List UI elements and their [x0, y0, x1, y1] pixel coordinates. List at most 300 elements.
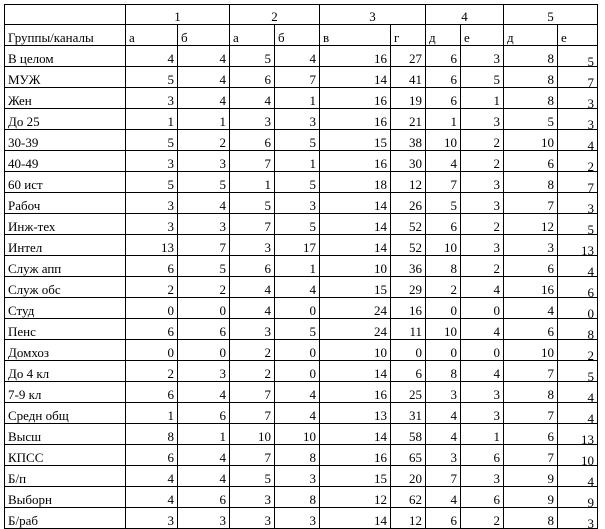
row-label: Средн общ	[5, 403, 126, 424]
table-cell: 15	[320, 277, 391, 298]
table-cell: 4	[426, 487, 461, 508]
cell-value: 4	[587, 474, 594, 487]
row-label: Служ обс	[5, 277, 126, 298]
table-cell: 3	[230, 508, 275, 529]
subcolumn-header: б	[275, 25, 320, 46]
table-cell: 7	[230, 151, 275, 172]
table-row	[5, 382, 598, 403]
table-row	[5, 172, 598, 193]
row-label: Домхоз	[5, 340, 126, 361]
table-cell: 6	[504, 256, 558, 277]
table-cell: 4	[275, 46, 320, 67]
table-cell: 3	[275, 466, 320, 487]
table-cell: 20	[391, 466, 426, 487]
table-cell: 13	[320, 403, 391, 424]
table-cell: 6	[126, 319, 178, 340]
table-cell: 3	[461, 172, 504, 193]
table-cell: 0	[426, 340, 461, 361]
table-cell: 18	[320, 172, 391, 193]
table-cell	[558, 256, 598, 277]
table-cell: 1	[461, 88, 504, 109]
table-cell	[558, 130, 598, 151]
table-cell: 1	[426, 109, 461, 130]
table-cell: 4	[461, 319, 504, 340]
table-cell: 14	[320, 361, 391, 382]
table-row	[5, 487, 598, 508]
table-cell: 12	[391, 508, 426, 529]
table-cell: 3	[275, 193, 320, 214]
table-cell: 12	[320, 487, 391, 508]
table-cell	[558, 466, 598, 487]
cell-value: 0	[587, 306, 594, 319]
table-cell: 4	[178, 67, 230, 88]
table-cell: 10	[426, 130, 461, 151]
table-cell: 4	[426, 151, 461, 172]
table-cell: 5	[426, 193, 461, 214]
table-cell: 3	[275, 508, 320, 529]
table-cell: 4	[126, 46, 178, 67]
table-cell: 0	[178, 340, 230, 361]
table-cell: 8	[426, 361, 461, 382]
table-cell: 4	[178, 445, 230, 466]
table-cell: 16	[320, 445, 391, 466]
table-cell: 2	[461, 130, 504, 151]
table-cell: 5	[126, 172, 178, 193]
table-cell	[558, 88, 598, 109]
table-cell: 58	[391, 424, 426, 445]
table-cell: 10	[230, 424, 275, 445]
table-cell: 8	[504, 67, 558, 88]
table-cell: 2	[126, 361, 178, 382]
table-cell: 7	[178, 235, 230, 256]
table-cell: 19	[391, 88, 426, 109]
table-cell: 3	[126, 508, 178, 529]
row-label: КПСС	[5, 445, 126, 466]
table-cell: 2	[461, 214, 504, 235]
row-label: Высш	[5, 424, 126, 445]
corner-cell	[5, 5, 126, 25]
cell-value: 4	[587, 411, 594, 424]
table-cell: 4	[504, 298, 558, 319]
table-cell: 25	[391, 382, 426, 403]
table-cell: 3	[275, 109, 320, 130]
table-cell: 29	[391, 277, 426, 298]
table-cell: 7	[426, 466, 461, 487]
table-cell: 5	[461, 67, 504, 88]
table-cell: 3	[178, 361, 230, 382]
table-cell: 7	[504, 361, 558, 382]
table-cell: 10	[275, 424, 320, 445]
table-cell: 7	[275, 67, 320, 88]
groups-column-header: Группы/каналы	[5, 25, 126, 46]
table-cell: 8	[504, 508, 558, 529]
table-cell: 6	[230, 67, 275, 88]
table-cell: 4	[178, 466, 230, 487]
table-cell: 7	[504, 193, 558, 214]
table-cell: 4	[126, 466, 178, 487]
table-cell: 3	[126, 88, 178, 109]
table-cell: 5	[230, 193, 275, 214]
table-row	[5, 88, 598, 109]
table-cell: 6	[426, 88, 461, 109]
table-cell: 3	[126, 214, 178, 235]
table-cell: 6	[230, 256, 275, 277]
cell-value: 2	[587, 348, 594, 361]
table-cell: 8	[504, 88, 558, 109]
row-label: Пенс	[5, 319, 126, 340]
subcolumn-header: а	[126, 25, 178, 46]
cell-value: 10	[581, 453, 594, 466]
table-cell: 52	[391, 214, 426, 235]
table-cell: 4	[230, 298, 275, 319]
table-cell	[558, 424, 598, 445]
table-cell: 2	[461, 508, 504, 529]
table-cell: 7	[426, 172, 461, 193]
subcolumn-header-row	[5, 25, 598, 46]
channel-header: 5	[504, 5, 598, 25]
table-cell: 3	[178, 151, 230, 172]
table-cell	[558, 340, 598, 361]
table-cell: 26	[391, 193, 426, 214]
row-label: Студ	[5, 298, 126, 319]
table-row	[5, 235, 598, 256]
cell-value: 5	[587, 222, 594, 235]
table-cell: 7	[230, 403, 275, 424]
table-cell: 3	[230, 109, 275, 130]
cell-value: 7	[587, 180, 594, 193]
table-cell: 4	[426, 403, 461, 424]
table-cell: 4	[275, 277, 320, 298]
table-cell: 3	[461, 466, 504, 487]
row-label: Выборн	[5, 487, 126, 508]
table-cell: 10	[504, 130, 558, 151]
table-cell: 6	[461, 487, 504, 508]
table-cell: 12	[504, 214, 558, 235]
table-cell: 6	[426, 46, 461, 67]
table-cell: 36	[391, 256, 426, 277]
table-cell: 6	[230, 130, 275, 151]
table-row	[5, 445, 598, 466]
cell-value: 8	[587, 327, 594, 340]
table-cell: 9	[504, 466, 558, 487]
table-cell	[558, 298, 598, 319]
subcolumn-header: д	[504, 25, 558, 46]
row-label: Интел	[5, 235, 126, 256]
table-cell: 16	[320, 382, 391, 403]
row-label: Инж-тех	[5, 214, 126, 235]
table-cell: 0	[178, 298, 230, 319]
table-cell: 3	[461, 403, 504, 424]
data-table-container	[4, 4, 598, 529]
row-label: Б/раб	[5, 508, 126, 529]
table-cell	[558, 193, 598, 214]
table-cell: 4	[178, 193, 230, 214]
table-cell: 10	[504, 340, 558, 361]
table-cell: 8	[126, 424, 178, 445]
table-cell: 3	[126, 151, 178, 172]
table-row	[5, 361, 598, 382]
row-label: 30-39	[5, 130, 126, 151]
table-cell: 3	[178, 214, 230, 235]
table-cell: 8	[504, 382, 558, 403]
table-cell: 65	[391, 445, 426, 466]
table-cell: 6	[126, 256, 178, 277]
table-cell: 7	[230, 445, 275, 466]
table-cell: 4	[461, 361, 504, 382]
table-row	[5, 67, 598, 88]
table-cell: 5	[126, 67, 178, 88]
table-cell: 16	[391, 298, 426, 319]
table-cell: 6	[504, 319, 558, 340]
table-cell: 3	[504, 235, 558, 256]
row-label: 60 ист	[5, 172, 126, 193]
table-cell: 10	[426, 235, 461, 256]
cell-value: 2	[587, 159, 594, 172]
table-row	[5, 151, 598, 172]
channel-header-row	[5, 5, 598, 25]
table-cell: 15	[320, 130, 391, 151]
table-row	[5, 277, 598, 298]
table-cell: 6	[178, 487, 230, 508]
table-cell: 3	[461, 109, 504, 130]
table-cell: 27	[391, 46, 426, 67]
subcolumn-header: е	[558, 25, 598, 46]
table-cell: 10	[426, 319, 461, 340]
table-cell: 6	[178, 319, 230, 340]
table-cell: 41	[391, 67, 426, 88]
table-cell: 30	[391, 151, 426, 172]
table-cell: 0	[461, 298, 504, 319]
table-cell: 17	[275, 235, 320, 256]
table-cell: 7	[504, 403, 558, 424]
table-cell: 7	[504, 445, 558, 466]
table-cell	[558, 445, 598, 466]
table-cell: 1	[230, 172, 275, 193]
table-cell: 3	[230, 235, 275, 256]
table-cell: 3	[426, 382, 461, 403]
table-cell: 4	[126, 487, 178, 508]
row-label: До 25	[5, 109, 126, 130]
table-row	[5, 256, 598, 277]
table-cell: 2	[178, 277, 230, 298]
table-cell: 11	[391, 319, 426, 340]
table-cell: 14	[320, 67, 391, 88]
table-cell: 8	[275, 445, 320, 466]
table-cell	[558, 277, 598, 298]
table-cell: 5	[230, 466, 275, 487]
table-cell: 1	[275, 256, 320, 277]
table-cell	[558, 508, 598, 529]
table-row	[5, 46, 598, 67]
table-cell: 15	[320, 466, 391, 487]
table-cell: 1	[275, 151, 320, 172]
table-cell: 6	[504, 424, 558, 445]
cell-value: 3	[587, 201, 594, 214]
table-cell: 38	[391, 130, 426, 151]
table-cell: 14	[320, 214, 391, 235]
cell-value: 5	[587, 369, 594, 382]
table-cell: 2	[230, 340, 275, 361]
table-cell: 31	[391, 403, 426, 424]
table-cell: 2	[178, 130, 230, 151]
table-cell: 0	[461, 340, 504, 361]
table-cell: 10	[320, 256, 391, 277]
table-cell: 3	[461, 382, 504, 403]
cell-value: 5	[587, 54, 594, 67]
table-row	[5, 214, 598, 235]
table-cell: 6	[178, 403, 230, 424]
table-row	[5, 424, 598, 445]
table-cell: 2	[461, 151, 504, 172]
table-cell: 6	[426, 67, 461, 88]
cell-value: 6	[587, 285, 594, 298]
table-cell: 5	[178, 256, 230, 277]
table-row	[5, 466, 598, 487]
subcolumn-header: в	[320, 25, 391, 46]
table-cell: 6	[504, 151, 558, 172]
table-cell: 4	[230, 88, 275, 109]
cell-value: 3	[587, 117, 594, 130]
channel-header: 1	[126, 5, 230, 25]
table-cell: 5	[275, 172, 320, 193]
table-cell: 0	[275, 361, 320, 382]
table-cell	[558, 151, 598, 172]
table-row	[5, 298, 598, 319]
table-cell: 6	[126, 445, 178, 466]
table-cell: 16	[504, 277, 558, 298]
table-cell: 62	[391, 487, 426, 508]
table-cell: 7	[230, 382, 275, 403]
table-cell: 6	[426, 214, 461, 235]
cell-value: 4	[587, 264, 594, 277]
row-label: В целом	[5, 46, 126, 67]
table-cell: 4	[426, 424, 461, 445]
row-label: Б/п	[5, 466, 126, 487]
table-cell	[558, 214, 598, 235]
cell-value: 13	[581, 243, 594, 256]
table-cell: 6	[426, 508, 461, 529]
table-cell	[558, 403, 598, 424]
table-cell: 0	[126, 340, 178, 361]
cell-value: 9	[587, 495, 594, 508]
table-cell: 1	[126, 403, 178, 424]
table-cell: 3	[230, 487, 275, 508]
table-cell	[558, 487, 598, 508]
table-cell	[558, 382, 598, 403]
table-cell: 8	[504, 172, 558, 193]
row-label: Рабоч	[5, 193, 126, 214]
channel-header: 2	[230, 5, 320, 25]
table-cell: 4	[275, 382, 320, 403]
table-cell: 0	[391, 340, 426, 361]
table-cell: 4	[178, 382, 230, 403]
table-cell	[558, 109, 598, 130]
table-cell: 3	[126, 193, 178, 214]
table-cell: 0	[126, 298, 178, 319]
table-cell: 3	[426, 445, 461, 466]
table-cell: 14	[320, 235, 391, 256]
table-cell: 16	[320, 46, 391, 67]
subcolumn-header: д	[426, 25, 461, 46]
table-cell: 13	[126, 235, 178, 256]
cell-value: 7	[587, 75, 594, 88]
table-cell: 2	[426, 277, 461, 298]
cell-value: 3	[587, 516, 594, 529]
table-cell: 21	[391, 109, 426, 130]
table-cell	[558, 67, 598, 88]
table-cell: 24	[320, 319, 391, 340]
table-row	[5, 403, 598, 424]
channel-header: 4	[426, 5, 504, 25]
table-cell: 5	[178, 172, 230, 193]
table-row	[5, 319, 598, 340]
table-cell	[558, 319, 598, 340]
audience-channels-table	[4, 4, 598, 529]
table-cell: 2	[126, 277, 178, 298]
table-cell: 0	[275, 340, 320, 361]
table-cell: 4	[178, 46, 230, 67]
table-cell: 8	[426, 256, 461, 277]
table-cell: 5	[504, 109, 558, 130]
table-cell: 5	[230, 46, 275, 67]
table-row	[5, 193, 598, 214]
table-cell: 14	[320, 193, 391, 214]
table-cell: 4	[178, 88, 230, 109]
table-cell: 5	[275, 319, 320, 340]
table-cell: 9	[504, 487, 558, 508]
table-cell: 3	[461, 46, 504, 67]
subcolumn-header: е	[461, 25, 504, 46]
table-cell: 2	[461, 256, 504, 277]
table-cell: 3	[461, 193, 504, 214]
channel-header: 3	[320, 5, 426, 25]
table-cell: 10	[320, 340, 391, 361]
table-row	[5, 508, 598, 529]
table-cell: 1	[461, 424, 504, 445]
row-label: 40-49	[5, 151, 126, 172]
table-cell: 4	[461, 277, 504, 298]
table-cell: 16	[320, 109, 391, 130]
table-cell	[558, 172, 598, 193]
table-cell: 8	[504, 46, 558, 67]
table-cell: 1	[178, 424, 230, 445]
row-label: МУЖ	[5, 67, 126, 88]
table-cell: 16	[320, 88, 391, 109]
table-cell: 14	[320, 424, 391, 445]
table-cell: 5	[126, 130, 178, 151]
table-cell: 6	[126, 382, 178, 403]
table-cell	[558, 235, 598, 256]
table-cell: 2	[230, 361, 275, 382]
table-cell	[558, 46, 598, 67]
table-cell: 5	[275, 214, 320, 235]
row-label: До 4 кл	[5, 361, 126, 382]
cell-value: 4	[587, 390, 594, 403]
table-cell: 6	[391, 361, 426, 382]
table-cell: 4	[230, 277, 275, 298]
table-cell: 1	[178, 109, 230, 130]
table-cell: 24	[320, 298, 391, 319]
row-label: Жен	[5, 88, 126, 109]
table-row	[5, 340, 598, 361]
row-label: 7-9 кл	[5, 382, 126, 403]
cell-value: 13	[581, 432, 594, 445]
subcolumn-header: б	[178, 25, 230, 46]
table-cell: 8	[275, 487, 320, 508]
table-row	[5, 130, 598, 151]
subcolumn-header: а	[230, 25, 275, 46]
table-cell: 1	[126, 109, 178, 130]
